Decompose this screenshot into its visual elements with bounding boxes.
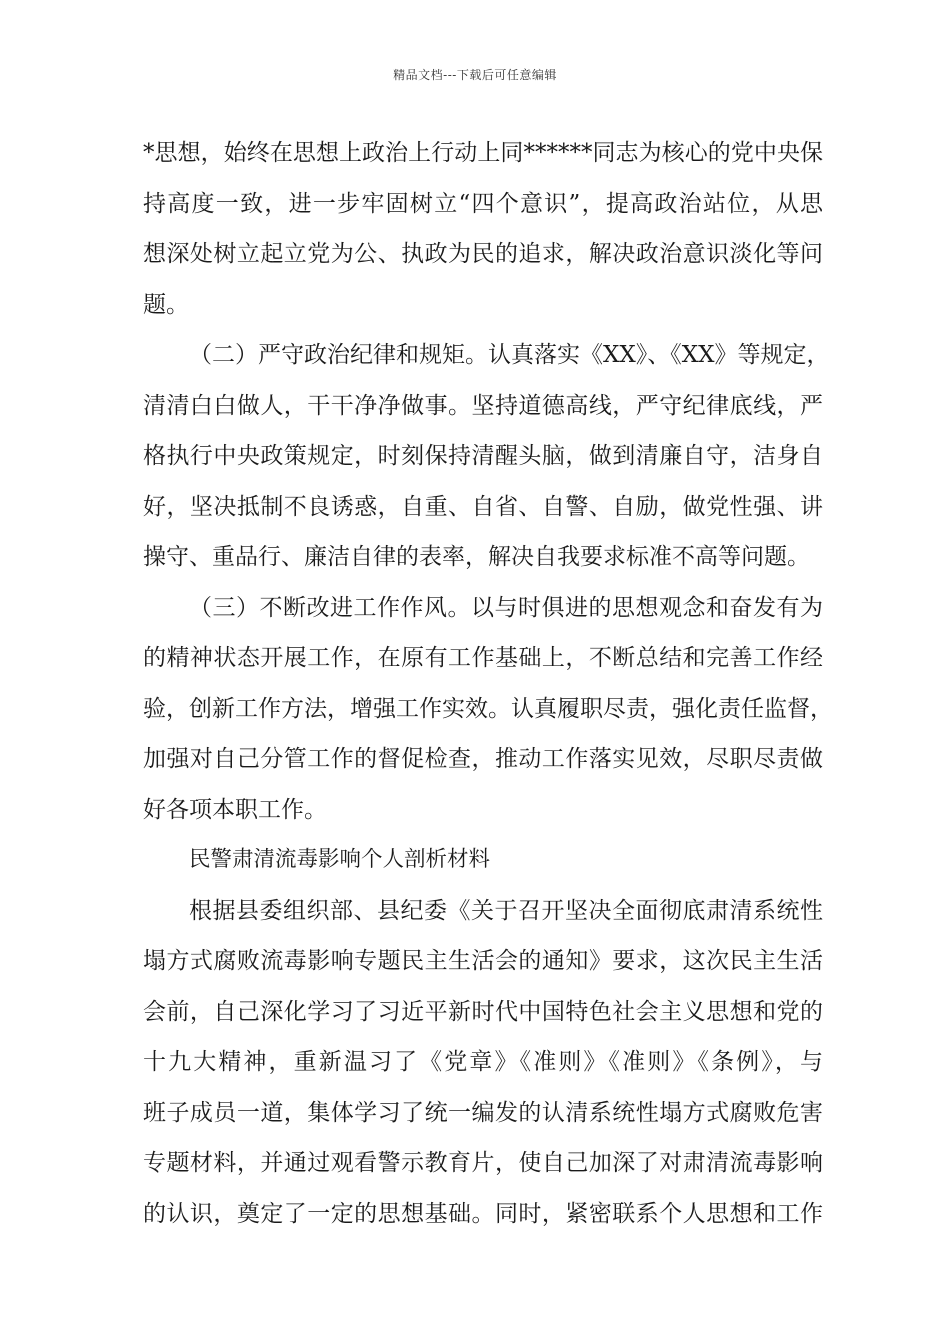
text-line: *思想，始终在思想上政治上行动上同******同志为核心的党中央保 — [143, 140, 823, 166]
text-line: 专题材料，并通过观看警示教育片，使自己加深了对肃清流毒影响 — [143, 1150, 823, 1176]
text-line: 操守、重品行、廉洁自律的表率，解决自我要求标准不高等问题。 — [143, 544, 810, 570]
text-line: 想深处树立起立党为公、执政为民的追求，解决政治意识淡化等问 — [143, 241, 823, 267]
document-body — [143, 128, 833, 1239]
text-line: 好各项本职工作。 — [143, 796, 327, 823]
text-line: （三）不断改进工作作风。以与时俱进的思想观念和奋发有为 — [189, 594, 823, 621]
text-line: 班子成员一道，集体学习了统一编发的认清系统性塌方式腐败危害 — [143, 1099, 823, 1126]
text-line: 验，创新工作方法，增强工作实效。认真履职尽责，强化责任监督， — [143, 695, 833, 722]
text-line: 格执行中央政策规定，时刻保持清醒头脑，做到清廉自守，洁身自 — [143, 443, 823, 469]
text-line: 十九大精神，重新温习了《党章》《准则》《准则》《条例》，与 — [143, 1049, 823, 1075]
text-line: 题。 — [143, 291, 189, 318]
section-title: 民警肃清流毒影响个人剖析材料 — [189, 847, 491, 872]
text-line: 清清白白做人，干干净净做事。坚持道德高线，严守纪律底线，严 — [143, 392, 823, 419]
text-line: 的认识，奠定了一定的思想基础。同时，紧密联系个人思想和工作 — [143, 1200, 823, 1227]
text-line: 根据县委组织部、县纪委《关于召开坚决全面彻底肃清系统性 — [189, 897, 823, 924]
text-line: 的精神状态开展工作，在原有工作基础上，不断总结和完善工作经 — [143, 645, 823, 671]
text-line: 持高度一致，进一步牢固树立“四个意识”，提高政治站位，从思 — [143, 190, 823, 217]
text-line: （二）严守政治纪律和规矩。认真落实《XX》、《XX》等规定， — [189, 342, 830, 368]
text-line: 好，坚决抵制不良诱惑，自重、自省、自警、自励，做党性强、讲 — [143, 493, 823, 520]
text-line: 塌方式腐败流毒影响专题民主生活会的通知》要求，这次民主生活 — [143, 948, 823, 974]
text-line: 会前，自己深化学习了习近平新时代中国特色社会主义思想和党的 — [143, 998, 823, 1025]
text-line: 加强对自己分管工作的督促检查，推动工作落实见效，尽职尽责做 — [143, 746, 823, 772]
page-header: 精品文档---下载后可任意编辑 — [393, 68, 557, 82]
